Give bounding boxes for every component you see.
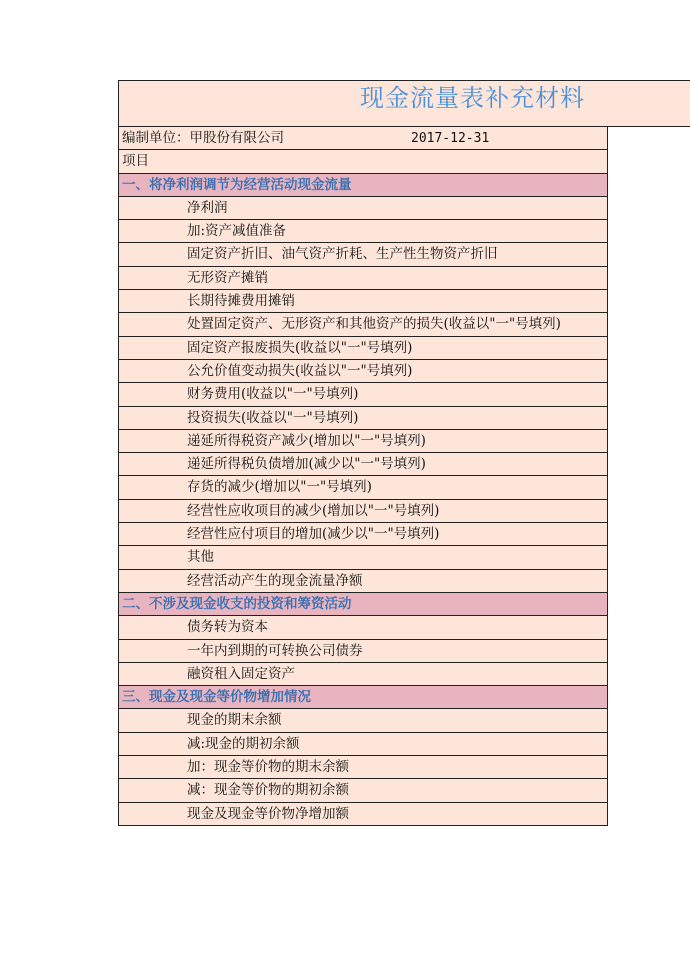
sheet-title: 现金流量表补充材料 bbox=[360, 84, 585, 112]
report-date: 2017-12-31 bbox=[411, 131, 490, 146]
table-row: 无形资产摊销 bbox=[118, 267, 608, 290]
table-row: 固定资产折旧、油气资产折耗、生产性生物资产折旧 bbox=[118, 243, 608, 266]
table-row: 投资损失(收益以"一"号填列) bbox=[118, 407, 608, 430]
company-row bbox=[118, 127, 608, 150]
table-row: 加：现金等价物的期末余额 bbox=[118, 756, 608, 779]
table-row: 其他 bbox=[118, 546, 608, 569]
spreadsheet bbox=[118, 80, 690, 826]
table-row: 现金的期末余额 bbox=[118, 709, 608, 732]
section-heading: 一、将净利润调节为经营活动现金流量 bbox=[118, 174, 608, 197]
table-row: 融资租入固定资产 bbox=[118, 663, 608, 686]
table-row: 一年内到期的可转换公司债券 bbox=[118, 640, 608, 663]
column-header-row bbox=[118, 150, 608, 173]
table-row: 存货的减少(增加以"一"号填列) bbox=[118, 476, 608, 499]
table-row: 经营活动产生的现金流量净额 bbox=[118, 570, 608, 593]
title-row bbox=[118, 80, 690, 127]
table-row: 公允价值变动损失(收益以"一"号填列) bbox=[118, 360, 608, 383]
section-heading: 二、不涉及现金收支的投资和筹资活动 bbox=[118, 593, 608, 616]
table-row: 长期待摊费用摊销 bbox=[118, 290, 608, 313]
company-name: 编制单位：甲股份有限公司 bbox=[122, 130, 284, 146]
table-row: 递延所得税负债增加(减少以"一"号填列) bbox=[118, 453, 608, 476]
table-row: 处置固定资产、无形资产和其他资产的损失(收益以"一"号填列) bbox=[118, 313, 608, 336]
table-row: 固定资产报废损失(收益以"一"号填列) bbox=[118, 337, 608, 360]
table-row: 现金及现金等价物净增加额 bbox=[118, 803, 608, 826]
table-row: 经营性应付项目的增加(减少以"一"号填列) bbox=[118, 523, 608, 546]
section-heading: 三、现金及现金等价物增加情况 bbox=[118, 686, 608, 709]
table-row: 递延所得税资产减少(增加以"一"号填列) bbox=[118, 430, 608, 453]
table-row: 减：现金等价物的期初余额 bbox=[118, 779, 608, 802]
table-row: 减:现金的期初余额 bbox=[118, 733, 608, 756]
table-row: 加:资产减值准备 bbox=[118, 220, 608, 243]
table-row: 净利润 bbox=[118, 197, 608, 220]
table-row: 经营性应收项目的减少(增加以"一"号填列) bbox=[118, 500, 608, 523]
column-label: 项目 bbox=[122, 153, 149, 170]
table-row: 财务费用(收益以"一"号填列) bbox=[118, 383, 608, 406]
table-row: 债务转为资本 bbox=[118, 616, 608, 639]
